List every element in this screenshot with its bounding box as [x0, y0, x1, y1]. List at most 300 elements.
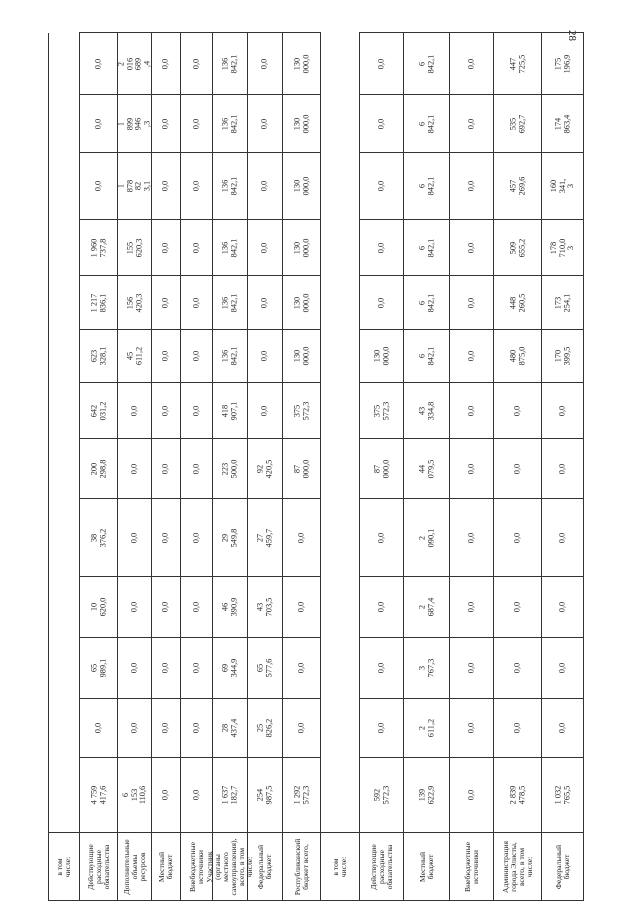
- cell-value: 0,0: [93, 118, 103, 129]
- cell-value: 418 907,1: [220, 401, 238, 420]
- value-cell: [404, 577, 450, 638]
- value-cell: [404, 276, 450, 330]
- cell-value: 0,0: [296, 532, 306, 543]
- label-row: [49, 833, 624, 901]
- value-row: [49, 153, 624, 220]
- cell-value: 2 016 689 ,4: [116, 57, 152, 70]
- cell-value: 0,0: [129, 662, 139, 674]
- value-cell: [321, 577, 360, 638]
- value-cell: [49, 276, 80, 330]
- value-cell: [360, 499, 404, 577]
- value-cell: [118, 330, 152, 383]
- cell-value: 25 826,2: [255, 718, 273, 738]
- cell-value: 6 842,1: [416, 176, 435, 196]
- value-cell: [542, 439, 584, 499]
- value-cell: [494, 699, 542, 758]
- value-cell: [450, 758, 494, 833]
- cell-value: 0,0: [259, 58, 269, 69]
- cell-value: 1 960 737,8: [88, 238, 107, 257]
- value-cell: [49, 383, 80, 439]
- value-cell: [542, 758, 584, 833]
- value-cell: [494, 330, 542, 383]
- value-cell: [80, 153, 118, 220]
- value-cell: [360, 439, 404, 499]
- value-cell: [49, 220, 80, 276]
- value-cell: [542, 276, 584, 330]
- cell-value: 130 000,0: [291, 114, 310, 133]
- value-row: [49, 383, 624, 439]
- row-label: Действующие расходные обязательства: [368, 843, 394, 890]
- value-cell: [494, 220, 542, 276]
- cell-value: 0,0: [160, 242, 170, 253]
- value-cell: [118, 577, 152, 638]
- value-cell: [213, 638, 248, 699]
- value-cell: [181, 153, 213, 220]
- value-cell: [80, 499, 118, 577]
- value-cell: [360, 95, 404, 153]
- row-label-cell: [321, 833, 360, 901]
- cell-value: 3 767,3: [416, 658, 435, 678]
- cell-value: 0,0: [376, 242, 386, 253]
- cell-value: 0,0: [160, 662, 170, 674]
- cell-value: 0,0: [191, 242, 201, 253]
- value-cell: [213, 153, 248, 220]
- cell-value: 10 620,0: [88, 597, 107, 617]
- value-cell: [494, 383, 542, 439]
- value-cell: [118, 699, 152, 758]
- value-cell: [404, 153, 450, 220]
- value-cell: [404, 330, 450, 383]
- value-cell: [181, 758, 213, 833]
- value-cell: [321, 383, 360, 439]
- value-cell: [118, 758, 152, 833]
- cell-value: 0,0: [376, 180, 386, 192]
- value-row: [49, 276, 624, 330]
- cell-value: 2 090,1: [416, 528, 435, 547]
- row-label-cell: [205, 833, 254, 901]
- value-cell: [181, 699, 213, 758]
- value-cell: [360, 276, 404, 330]
- cell-value: 92 420,5: [255, 459, 273, 478]
- cell-value: 0,0: [93, 180, 103, 192]
- cell-value: 2 611,2: [416, 718, 435, 738]
- value-cell: [80, 33, 118, 95]
- value-cell: [542, 95, 584, 153]
- cell-value: 0,0: [191, 297, 201, 308]
- value-cell: [118, 153, 152, 220]
- value-cell: [49, 330, 80, 383]
- value-cell: [152, 330, 181, 383]
- value-cell: [542, 577, 584, 638]
- value-cell: [213, 699, 248, 758]
- cell-value: 0,0: [160, 601, 170, 613]
- value-row: [49, 638, 624, 699]
- cell-value: 6 842,1: [416, 114, 435, 133]
- value-cell: [404, 33, 450, 95]
- cell-value: 0,0: [376, 601, 386, 613]
- value-cell: [118, 638, 152, 699]
- value-cell: [49, 439, 80, 499]
- cell-value: 0,0: [466, 58, 476, 69]
- value-cell: [542, 499, 584, 577]
- cell-value: 46 390,9: [220, 597, 238, 617]
- value-cell: [248, 439, 283, 499]
- value-cell: [181, 638, 213, 699]
- value-cell: [404, 638, 450, 699]
- cell-value: 0,0: [129, 532, 139, 543]
- cell-value: 87 000,0: [371, 459, 390, 478]
- cell-value: 87 000,0: [291, 459, 310, 478]
- value-cell: [118, 276, 152, 330]
- cell-value: 0,0: [160, 180, 170, 192]
- cell-value: 170 399,5: [552, 346, 571, 366]
- cell-value: 65 577,6: [255, 658, 273, 678]
- row-label: Федеральный бюджет: [256, 844, 273, 889]
- cell-value: 0,0: [259, 297, 269, 308]
- cell-value: 509 655,2: [507, 238, 526, 257]
- value-row: [49, 330, 624, 383]
- value-cell: [321, 439, 360, 499]
- cell-value: 0,0: [129, 463, 139, 474]
- value-cell: [283, 276, 321, 330]
- row-label-cell: [542, 833, 584, 901]
- value-cell: [213, 439, 248, 499]
- cell-value: 6 842,1: [416, 346, 435, 366]
- cell-value: 29 549,8: [220, 528, 238, 547]
- value-cell: [404, 383, 450, 439]
- value-cell: [283, 638, 321, 699]
- value-cell: [49, 699, 80, 758]
- page-number: 28: [566, 30, 578, 41]
- value-cell: [283, 499, 321, 577]
- cell-value: 480 875,0: [507, 346, 526, 366]
- value-cell: [360, 220, 404, 276]
- row-label-cell: [494, 833, 542, 901]
- value-cell: [321, 638, 360, 699]
- value-cell: [494, 153, 542, 220]
- budget-table-frame: [48, 32, 575, 895]
- cell-value: 0,0: [466, 180, 476, 192]
- row-label: Федеральный бюджет: [553, 844, 571, 889]
- cell-value: 0,0: [512, 532, 522, 543]
- value-cell: [360, 33, 404, 95]
- value-cell: [152, 383, 181, 439]
- value-cell: [248, 758, 283, 833]
- value-cell: [494, 33, 542, 95]
- value-cell: [80, 758, 118, 833]
- cell-value: 0,0: [376, 58, 386, 69]
- row-label: Администрация города Элисты, всего, в том числе:: [500, 840, 534, 893]
- value-cell: [283, 577, 321, 638]
- value-row: [49, 220, 624, 276]
- value-cell: [80, 638, 118, 699]
- value-cell: [152, 439, 181, 499]
- value-cell: [213, 330, 248, 383]
- value-cell: [181, 577, 213, 638]
- cell-value: 0,0: [160, 58, 170, 69]
- value-cell: [248, 383, 283, 439]
- cell-value: 1 032 765,5: [552, 785, 571, 805]
- cell-value: 0,0: [191, 350, 201, 362]
- value-row: [49, 439, 624, 499]
- cell-value: 0,0: [191, 532, 201, 543]
- value-cell: [450, 276, 494, 330]
- cell-value: 130 000,0: [291, 54, 310, 73]
- cell-value: 0,0: [512, 722, 522, 734]
- value-cell: [152, 577, 181, 638]
- value-cell: [321, 95, 360, 153]
- value-cell: [213, 95, 248, 153]
- value-cell: [542, 220, 584, 276]
- value-cell: [450, 33, 494, 95]
- cell-value: 1 292 572,3: [291, 785, 310, 805]
- value-cell: [248, 153, 283, 220]
- cell-value: 254 987,5: [255, 785, 273, 805]
- cell-value: 136 842,1: [220, 54, 238, 73]
- budget-table: [48, 32, 624, 901]
- value-cell: [321, 33, 360, 95]
- value-cell: [283, 699, 321, 758]
- cell-value: 2 687,4: [416, 597, 435, 617]
- cell-value: 0,0: [512, 463, 522, 474]
- value-cell: [49, 638, 80, 699]
- cell-value: 623 328,1: [88, 346, 107, 366]
- cell-value: 0,0: [466, 118, 476, 129]
- value-cell: [213, 499, 248, 577]
- cell-value: 136 842,1: [220, 346, 238, 366]
- value-cell: [49, 758, 80, 833]
- value-cell: [321, 153, 360, 220]
- value-cell: [283, 95, 321, 153]
- value-cell: [283, 439, 321, 499]
- value-cell: [213, 758, 248, 833]
- cell-value: 44 079,5: [416, 459, 435, 478]
- value-cell: [494, 577, 542, 638]
- cell-value: 535 692,7: [507, 114, 526, 133]
- value-cell: [404, 499, 450, 577]
- row-label: Республиканский бюджет всего,: [292, 838, 310, 895]
- cell-value: 0,0: [191, 118, 201, 129]
- value-cell: [118, 499, 152, 577]
- row-label-cell: [450, 833, 494, 901]
- value-cell: [360, 330, 404, 383]
- value-cell: [80, 330, 118, 383]
- value-cell: [542, 699, 584, 758]
- value-cell: [283, 153, 321, 220]
- cell-value: 0,0: [191, 58, 201, 69]
- value-cell: [450, 577, 494, 638]
- cell-value: 38 376,2: [88, 528, 107, 547]
- row-label-cell: [118, 833, 152, 901]
- value-cell: [360, 383, 404, 439]
- cell-value: 0,0: [557, 601, 567, 613]
- cell-value: 0,0: [160, 118, 170, 129]
- row-label: Внебюджетные источники: [462, 841, 480, 892]
- row-label-cell: [152, 833, 181, 901]
- cell-value: 200 298,8: [88, 459, 107, 478]
- cell-value: 139 622,9: [416, 785, 435, 805]
- value-cell: [152, 699, 181, 758]
- cell-value: 0,0: [259, 405, 269, 416]
- value-cell: [80, 95, 118, 153]
- value-cell: [248, 33, 283, 95]
- value-cell: [118, 95, 152, 153]
- cell-value: 1 878 82 3,1: [116, 179, 152, 193]
- value-cell: [248, 95, 283, 153]
- value-cell: [360, 577, 404, 638]
- cell-value: 0,0: [129, 601, 139, 613]
- value-cell: [404, 758, 450, 833]
- cell-value: 0,0: [129, 405, 139, 416]
- value-cell: [450, 499, 494, 577]
- cell-value: 155 620,3: [124, 238, 143, 257]
- value-cell: [118, 439, 152, 499]
- cell-value: 1 899 946 ,3: [116, 117, 152, 130]
- value-cell: [80, 220, 118, 276]
- cell-value: 0,0: [259, 118, 269, 129]
- cell-value: 0,0: [466, 532, 476, 543]
- cell-value: 0,0: [376, 532, 386, 543]
- value-cell: [49, 499, 80, 577]
- value-cell: [404, 699, 450, 758]
- cell-value: 174 863,4: [552, 114, 571, 133]
- value-cell: [80, 699, 118, 758]
- cell-value: 0,0: [129, 722, 139, 734]
- cell-value: 130 000,0: [291, 293, 310, 312]
- value-cell: [181, 276, 213, 330]
- value-cell: [118, 383, 152, 439]
- cell-value: 130 000,0: [291, 176, 310, 196]
- row-label-cell: [404, 833, 450, 901]
- cell-value: 6 842,1: [416, 54, 435, 73]
- cell-value: 6 842,1: [416, 238, 435, 257]
- cell-value: 447 725,5: [507, 54, 526, 73]
- cell-value: 0,0: [512, 601, 522, 613]
- value-cell: [49, 153, 80, 220]
- value-row: [49, 699, 624, 758]
- value-cell: [152, 33, 181, 95]
- cell-value: 0,0: [557, 722, 567, 734]
- cell-value: 0,0: [512, 662, 522, 674]
- row-label: Действующие расходные обязательства: [85, 843, 111, 890]
- value-cell: [450, 220, 494, 276]
- cell-value: 0,0: [466, 405, 476, 416]
- value-cell: [542, 638, 584, 699]
- value-cell: [181, 383, 213, 439]
- cell-value: 136 842,1: [220, 114, 238, 133]
- row-label: Внебюджетные источники: [187, 841, 205, 892]
- value-cell: [450, 383, 494, 439]
- value-cell: [542, 383, 584, 439]
- cell-value: 0,0: [191, 789, 201, 801]
- cell-value: 375 572,3: [291, 401, 310, 420]
- value-cell: [152, 153, 181, 220]
- value-cell: [80, 439, 118, 499]
- value-cell: [49, 577, 80, 638]
- cell-value: 130 000,0: [291, 238, 310, 257]
- value-cell: [181, 220, 213, 276]
- cell-value: 136 842,1: [220, 293, 238, 312]
- value-cell: [181, 439, 213, 499]
- value-cell: [404, 220, 450, 276]
- cell-value: 0,0: [160, 463, 170, 474]
- value-cell: [321, 758, 360, 833]
- value-cell: [118, 33, 152, 95]
- cell-value: 0,0: [191, 601, 201, 613]
- value-cell: [49, 95, 80, 153]
- cell-value: 65 989,1: [88, 658, 107, 678]
- cell-value: 0,0: [557, 405, 567, 416]
- value-cell: [118, 220, 152, 276]
- cell-value: 0,0: [296, 662, 306, 674]
- value-cell: [248, 638, 283, 699]
- cell-value: 642 031,2: [88, 401, 107, 420]
- value-cell: [248, 220, 283, 276]
- row-label: в том числе:: [55, 856, 72, 877]
- cell-value: 0,0: [466, 662, 476, 674]
- value-cell: [321, 699, 360, 758]
- cell-value: 457 269,6: [507, 176, 526, 196]
- value-cell: [360, 153, 404, 220]
- value-cell: [181, 33, 213, 95]
- value-cell: [450, 439, 494, 499]
- cell-value: 6 842,1: [416, 293, 435, 312]
- cell-value: 0,0: [259, 242, 269, 253]
- value-cell: [248, 699, 283, 758]
- value-cell: [321, 330, 360, 383]
- row-label-cell: [49, 833, 80, 901]
- cell-value: 0,0: [296, 722, 306, 734]
- cell-value: 0,0: [191, 180, 201, 192]
- value-cell: [450, 95, 494, 153]
- cell-value: 0,0: [160, 789, 170, 801]
- row-label-cell: [360, 833, 404, 901]
- value-cell: [213, 33, 248, 95]
- cell-value: 0,0: [512, 405, 522, 416]
- value-cell: [248, 577, 283, 638]
- cell-value: 0,0: [160, 297, 170, 308]
- value-cell: [542, 330, 584, 383]
- value-cell: [450, 699, 494, 758]
- value-cell: [404, 439, 450, 499]
- cell-value: 0,0: [376, 722, 386, 734]
- cell-value: 2 839 478,5: [507, 785, 526, 805]
- value-cell: [283, 758, 321, 833]
- cell-value: 156 420,3: [124, 293, 143, 312]
- cell-value: 0,0: [376, 297, 386, 308]
- row-label-cell: [283, 833, 321, 901]
- value-cell: [181, 330, 213, 383]
- value-cell: [80, 577, 118, 638]
- value-cell: [152, 638, 181, 699]
- value-row: [49, 758, 624, 833]
- cell-value: 0,0: [557, 463, 567, 474]
- value-cell: [181, 95, 213, 153]
- cell-value: 130 000,0: [291, 346, 310, 366]
- cell-value: 375 572,3: [371, 401, 390, 420]
- row-label: Дополнительные объемы ресурсов: [121, 838, 147, 895]
- value-cell: [152, 758, 181, 833]
- cell-value: 6 153 110,6: [120, 785, 147, 805]
- value-cell: [450, 330, 494, 383]
- value-cell: [360, 699, 404, 758]
- value-row: [49, 33, 624, 95]
- cell-value: 45 611,2: [124, 346, 143, 366]
- value-cell: [283, 220, 321, 276]
- value-cell: [80, 383, 118, 439]
- value-cell: [283, 383, 321, 439]
- cell-value: 178 710,0 3: [548, 238, 575, 257]
